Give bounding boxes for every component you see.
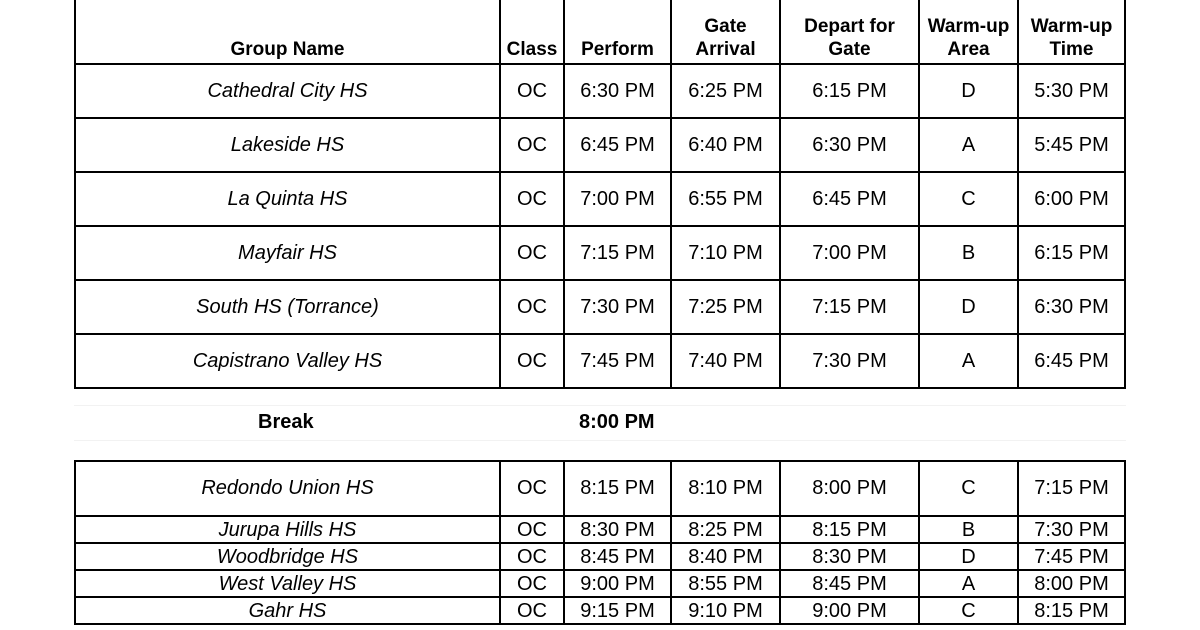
table-row <box>75 172 1125 226</box>
class-cell: OC <box>500 597 564 624</box>
warmup-area-cell: D <box>919 280 1018 334</box>
gate-arrival-cell: 9:10 PM <box>671 597 780 624</box>
warmup-time-cell: 7:15 PM <box>1018 461 1125 516</box>
perform-cell: 9:15 PM <box>564 597 671 624</box>
table-row <box>75 64 1125 118</box>
table-row <box>75 543 1125 570</box>
class-cell: OC <box>500 118 564 172</box>
warmup-area-cell: B <box>919 516 1018 543</box>
class-cell: OC <box>500 543 564 570</box>
gate-arrival-cell: 7:10 PM <box>671 226 780 280</box>
depart-cell: 7:15 PM <box>780 280 919 334</box>
warmup-time-cell: 6:30 PM <box>1018 280 1125 334</box>
header-perform: Perform <box>564 0 671 64</box>
depart-cell: 9:00 PM <box>780 597 919 624</box>
depart-cell: 7:00 PM <box>780 226 919 280</box>
gate-arrival-cell: 8:10 PM <box>671 461 780 516</box>
warmup-time-cell: 5:30 PM <box>1018 64 1125 118</box>
perform-cell: 9:00 PM <box>564 570 671 597</box>
group-name-cell: Jurupa Hills HS <box>75 516 500 543</box>
class-cell: OC <box>500 570 564 597</box>
header-warmup-area: Warm-up Area <box>919 0 1018 64</box>
group-name-cell: West Valley HS <box>75 570 500 597</box>
warmup-area-cell: A <box>919 118 1018 172</box>
group-name-cell: Lakeside HS <box>75 118 500 172</box>
table-row <box>75 461 1125 516</box>
depart-cell: 8:15 PM <box>780 516 919 543</box>
header-group-name: Group Name <box>75 0 500 64</box>
gate-arrival-cell: 8:25 PM <box>671 516 780 543</box>
gate-arrival-cell: 8:40 PM <box>671 543 780 570</box>
warmup-time-cell: 5:45 PM <box>1018 118 1125 172</box>
class-cell: OC <box>500 461 564 516</box>
gate-arrival-cell: 7:40 PM <box>671 334 780 388</box>
class-cell: OC <box>500 280 564 334</box>
depart-cell: 7:30 PM <box>780 334 919 388</box>
warmup-area-cell: D <box>919 64 1018 118</box>
table-row <box>75 597 1125 624</box>
group-name-cell: Capistrano Valley HS <box>75 334 500 388</box>
group-name-cell: La Quinta HS <box>75 172 500 226</box>
depart-cell: 6:45 PM <box>780 172 919 226</box>
header-gate-arrival: Gate Arrival <box>671 0 780 64</box>
schedule-table-after-break <box>74 460 1126 625</box>
break-time: 8:00 PM <box>579 411 655 433</box>
depart-cell: 8:45 PM <box>780 570 919 597</box>
break-label: Break <box>258 411 314 433</box>
header-class: Class <box>500 0 564 64</box>
depart-cell: 6:30 PM <box>780 118 919 172</box>
class-cell: OC <box>500 334 564 388</box>
table-row <box>75 226 1125 280</box>
depart-cell: 8:30 PM <box>780 543 919 570</box>
perform-cell: 7:30 PM <box>564 280 671 334</box>
perform-cell: 7:45 PM <box>564 334 671 388</box>
group-name-cell: South HS (Torrance) <box>75 280 500 334</box>
warmup-time-cell: 7:45 PM <box>1018 543 1125 570</box>
warmup-time-cell: 7:30 PM <box>1018 516 1125 543</box>
header-row <box>75 0 1125 64</box>
warmup-area-cell: C <box>919 597 1018 624</box>
header-warmup-time: Warm-up Time <box>1018 0 1125 64</box>
class-cell: OC <box>500 64 564 118</box>
warmup-area-cell: A <box>919 570 1018 597</box>
gate-arrival-cell: 6:40 PM <box>671 118 780 172</box>
group-name-cell: Cathedral City HS <box>75 64 500 118</box>
group-name-cell: Gahr HS <box>75 597 500 624</box>
table-row <box>75 280 1125 334</box>
warmup-area-cell: C <box>919 172 1018 226</box>
warmup-area-cell: D <box>919 543 1018 570</box>
gate-arrival-cell: 7:25 PM <box>671 280 780 334</box>
perform-cell: 8:30 PM <box>564 516 671 543</box>
gate-arrival-cell: 8:55 PM <box>671 570 780 597</box>
schedule-table-before-break <box>74 0 1126 389</box>
warmup-time-cell: 6:00 PM <box>1018 172 1125 226</box>
perform-cell: 8:15 PM <box>564 461 671 516</box>
perform-cell: 6:30 PM <box>564 64 671 118</box>
class-cell: OC <box>500 226 564 280</box>
table-row <box>75 334 1125 388</box>
perform-cell: 6:45 PM <box>564 118 671 172</box>
warmup-time-cell: 6:45 PM <box>1018 334 1125 388</box>
table-row <box>75 570 1125 597</box>
warmup-time-cell: 8:00 PM <box>1018 570 1125 597</box>
warmup-area-cell: C <box>919 461 1018 516</box>
depart-cell: 6:15 PM <box>780 64 919 118</box>
class-cell: OC <box>500 172 564 226</box>
gate-arrival-cell: 6:55 PM <box>671 172 780 226</box>
class-cell: OC <box>500 516 564 543</box>
gate-arrival-cell: 6:25 PM <box>671 64 780 118</box>
perform-cell: 7:15 PM <box>564 226 671 280</box>
header-depart-for-gate: Depart for Gate <box>780 0 919 64</box>
warmup-time-cell: 6:15 PM <box>1018 226 1125 280</box>
table-row <box>75 118 1125 172</box>
group-name-cell: Redondo Union HS <box>75 461 500 516</box>
depart-cell: 8:00 PM <box>780 461 919 516</box>
group-name-cell: Mayfair HS <box>75 226 500 280</box>
table-row <box>75 516 1125 543</box>
group-name-cell: Woodbridge HS <box>75 543 500 570</box>
warmup-area-cell: A <box>919 334 1018 388</box>
perform-cell: 7:00 PM <box>564 172 671 226</box>
perform-cell: 8:45 PM <box>564 543 671 570</box>
warmup-time-cell: 8:15 PM <box>1018 597 1125 624</box>
warmup-area-cell: B <box>919 226 1018 280</box>
